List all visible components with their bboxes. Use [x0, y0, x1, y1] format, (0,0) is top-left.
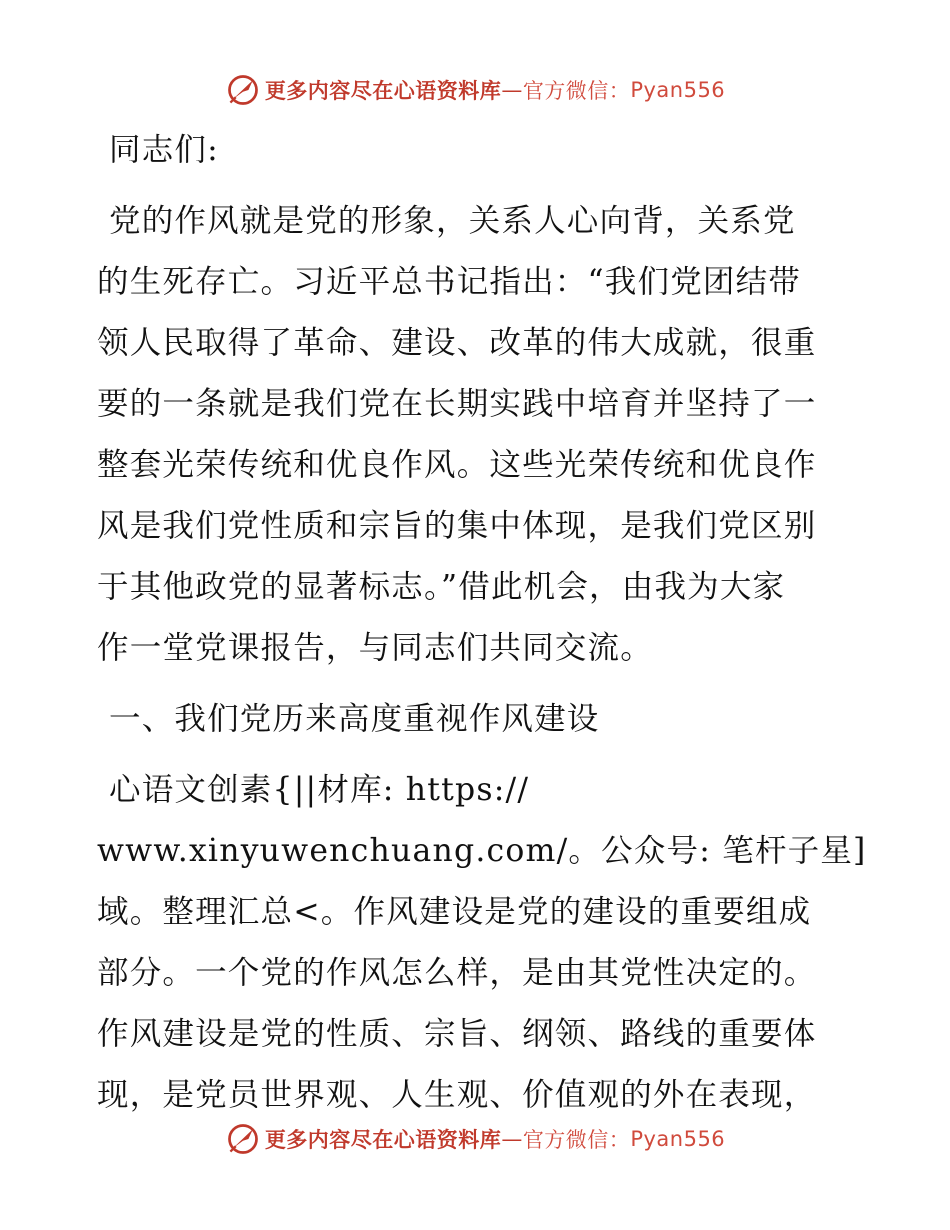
para-line: 于其他政党的显著标志。”借此机会，由我为大家 — [97, 569, 786, 605]
quill-logo-icon — [225, 1121, 261, 1157]
spacer — [97, 750, 857, 760]
banner-dash: — — [501, 78, 523, 102]
paragraph-intro — [97, 191, 857, 679]
footer-banner — [0, 1119, 950, 1159]
banner-contact-label: 官方微信： — [522, 79, 631, 103]
banner-wechat-id: Pyan556 — [630, 78, 726, 102]
header-banner — [0, 70, 950, 110]
para-line: 作一堂党课报告，与同志们共同交流。 — [97, 630, 653, 666]
salutation: 同志们: — [109, 132, 219, 168]
para-line: 作风建设是党的性质、宗旨、纲领、路线的重要体 — [97, 1016, 817, 1052]
para-line: 部分。一个党的作风怎么样，是由其党性决定的。 — [97, 955, 817, 991]
para-line: 域。整理汇总<。作风建设是党的建设的重要组成 — [97, 894, 812, 930]
para-line: 现，是党员世界观、人生观、价值观的外在表现， — [97, 1077, 817, 1113]
paragraph-body — [97, 760, 867, 1126]
document-body — [97, 120, 867, 1126]
para-line: 领人民取得了革命、建设、改革的伟大成就，很重 — [97, 325, 817, 361]
banner-wechat-id: Pyan556 — [630, 1127, 726, 1151]
banner-contact-label: 官方微信： — [522, 1128, 631, 1152]
para-line: 党的作风就是党的形象，关系人心向背，关系党 — [109, 203, 796, 239]
para-line: 要的一条就是我们党在长期实践中培育并坚持了一 — [97, 386, 817, 422]
para-line-url: www.xinyuwenchuang.com/。公众号: 笔杆子星] — [97, 833, 867, 869]
para-line: 的生死存亡。习近平总书记指出：“我们党团结带 — [97, 264, 802, 300]
spacer — [97, 679, 857, 689]
banner-dash: — — [501, 1127, 523, 1151]
banner-title: 更多内容尽在心语资料库 — [264, 1128, 502, 1152]
banner-title: 更多内容尽在心语资料库 — [264, 79, 502, 103]
para-line: 整套光荣传统和优良作风。这些光荣传统和优良作 — [97, 447, 817, 483]
quill-logo-icon — [225, 72, 261, 108]
section-heading: 一、我们党历来高度重视作风建设 — [109, 701, 600, 737]
spacer — [97, 181, 857, 191]
para-line: 心语文创素{||材库: https:// — [109, 772, 530, 808]
para-line: 风是我们党性质和宗旨的集中体现，是我们党区别 — [97, 508, 817, 544]
